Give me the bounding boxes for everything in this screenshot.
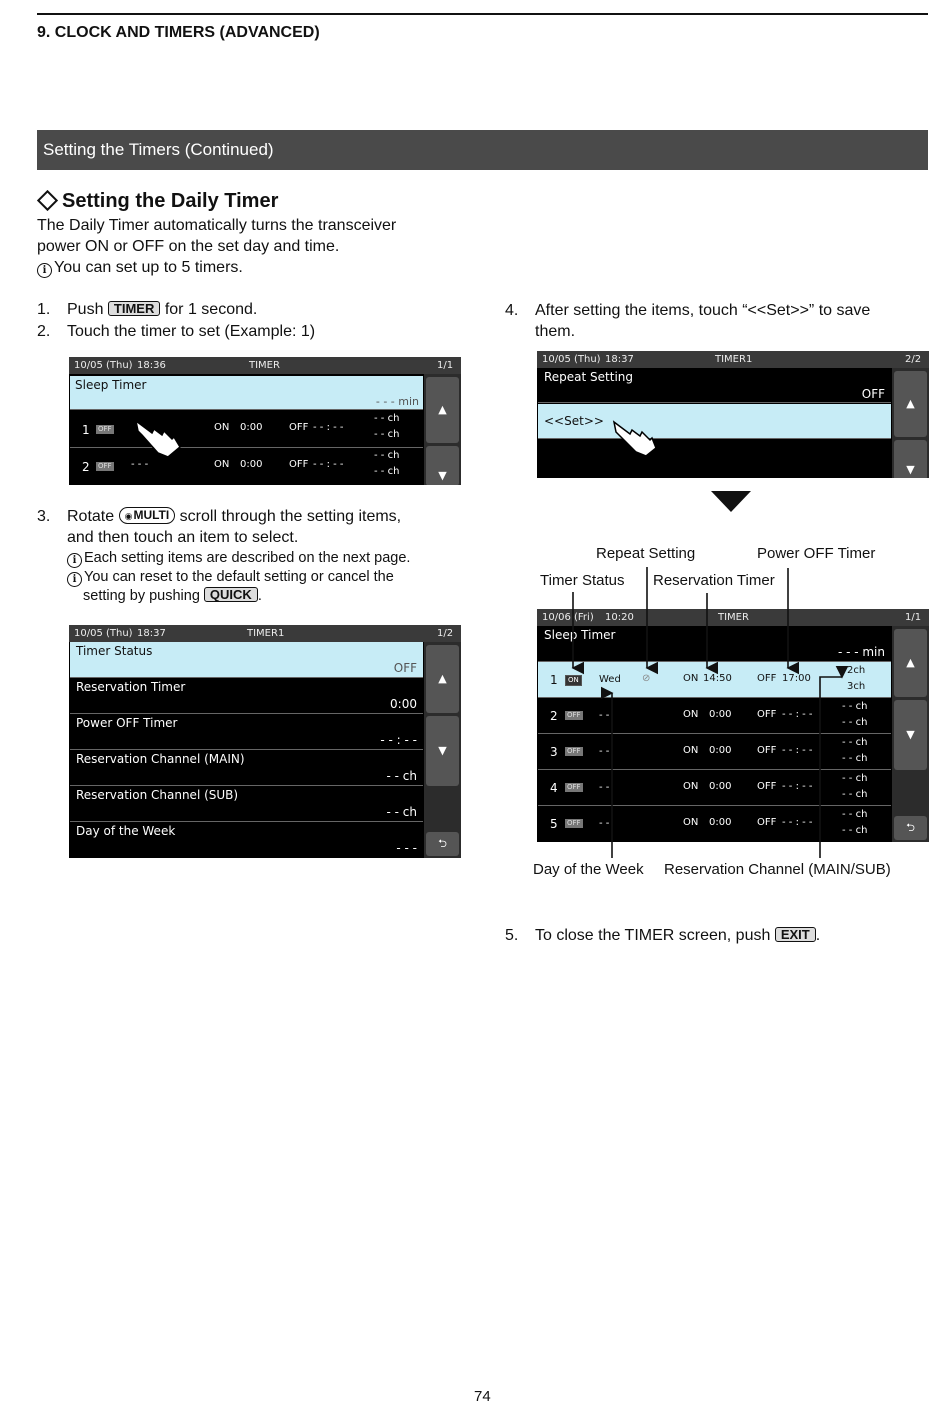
off-time: - - : - -	[782, 745, 813, 756]
info-icon: i	[67, 572, 82, 587]
step-text: Rotate	[67, 508, 115, 525]
on-time: 14:50	[703, 673, 732, 684]
day-of-week: - - -	[131, 459, 149, 470]
screen-page: 1/1	[905, 612, 922, 623]
callout-timer-status: Timer Status	[540, 572, 625, 589]
on-label: ON	[683, 745, 699, 756]
timer-screen-1	[69, 357, 461, 485]
on-label: ON	[214, 459, 230, 470]
page-number: 74	[474, 1388, 491, 1405]
off-label: OFF	[289, 422, 309, 433]
setting-reservation-timer[interactable]	[70, 678, 423, 714]
main-channel: - - ch	[842, 737, 868, 748]
row-number: 1	[82, 423, 90, 437]
step-number: 4.	[505, 302, 519, 319]
sub-channel: - - ch	[842, 753, 868, 764]
screen-page: 1/2	[437, 628, 454, 639]
hand-pointer-icon	[610, 416, 658, 456]
status-badge: OFF	[98, 425, 112, 433]
main-channel: - - ch	[842, 809, 868, 820]
status-badge: OFF	[567, 819, 581, 827]
screen-title: TIMER	[718, 612, 749, 623]
section-banner: Setting the Timers (Continued)	[37, 130, 928, 170]
timer-key: TIMER	[108, 301, 160, 316]
multi-knob: ◉ MULTI	[119, 507, 176, 524]
screen-date: 10/06 (Fri)	[542, 612, 594, 623]
intro-note-text: You can set up to 5 timers.	[54, 259, 243, 276]
row-number: 3	[550, 745, 558, 759]
callout-arrows	[530, 560, 930, 860]
timer-row-1[interactable]	[70, 411, 423, 448]
status-badge: OFF	[567, 711, 581, 719]
timer-row-2[interactable]	[70, 448, 423, 485]
day-of-week: - -	[599, 710, 610, 721]
exit-key: EXIT	[775, 927, 816, 942]
status-badge: ON	[565, 675, 582, 686]
item-value: 0:00	[390, 697, 417, 711]
day-of-week: - -	[599, 746, 610, 757]
row-number: 1	[550, 673, 558, 687]
row-value: - - - min	[837, 645, 885, 659]
item-label: Day of the Week	[76, 824, 176, 838]
scroll-down-button[interactable]: ▼	[426, 446, 459, 485]
sleep-timer-row[interactable]	[70, 376, 423, 410]
step-4	[505, 300, 870, 342]
row-number: 2	[550, 709, 558, 723]
on-time: 0:00	[709, 709, 732, 720]
set-label: <<Set>>	[544, 414, 604, 428]
callout-repeat-setting: Repeat Setting	[596, 545, 696, 562]
scroll-up-button[interactable]: ▲	[426, 377, 459, 443]
callout-power-off-timer: Power OFF Timer	[757, 545, 876, 562]
item-value: - - -	[396, 841, 417, 855]
callout-day-of-week: Day of the Week	[533, 861, 644, 878]
step-text: them.	[535, 323, 576, 340]
day-of-week: - -	[599, 782, 610, 793]
sub-channel: - - ch	[842, 717, 868, 728]
down-triangle-icon	[711, 491, 751, 513]
item-label: Reservation Timer	[76, 680, 186, 694]
on-label: ON	[683, 673, 699, 684]
scroll-up-button[interactable]: ▲	[894, 629, 927, 697]
note-text: .	[257, 588, 262, 604]
screen-title: TIMER1	[715, 354, 753, 365]
on-time: 0:00	[240, 459, 263, 470]
off-label: OFF	[757, 709, 777, 720]
note-text: You can reset to the default setting or cancel the	[84, 569, 394, 585]
step-number: 1.	[37, 301, 51, 318]
intro-line-1: The Daily Timer automatically turns the transceiver	[37, 217, 397, 234]
row-label: Sleep Timer	[75, 378, 147, 392]
off-time: 17:00	[782, 673, 811, 684]
quick-key: QUICK	[204, 587, 258, 602]
section-heading	[37, 190, 278, 213]
screen-date: 10/05 (Thu)	[74, 360, 133, 371]
off-time: - - : - -	[782, 817, 813, 828]
off-label: OFF	[289, 459, 309, 470]
screen-time: 18:37	[137, 628, 166, 639]
setting-reservation-channel-main[interactable]	[70, 750, 423, 786]
scroll-up-button[interactable]: ▲	[894, 371, 927, 437]
scroll-down-button[interactable]: ▼	[894, 440, 927, 478]
scroll-side-panel	[424, 374, 461, 485]
section-title: Setting the Daily Timer	[62, 190, 279, 212]
on-time: 0:00	[709, 745, 732, 756]
back-button[interactable]	[426, 832, 459, 856]
screen-date: 10/05 (Thu)	[74, 628, 133, 639]
step-number: 5.	[505, 927, 519, 944]
info-icon: i	[67, 553, 82, 568]
item-label: Power OFF Timer	[76, 716, 178, 730]
screen-date: 10/05 (Thu)	[542, 354, 601, 365]
screen-time: 18:37	[605, 354, 634, 365]
screen-time: 18:36	[137, 360, 166, 371]
step-3-notes	[67, 549, 410, 606]
timer1-screen	[69, 625, 461, 858]
off-time: - - : - -	[782, 709, 813, 720]
screen-title: TIMER1	[247, 628, 285, 639]
screen-time: 10:20	[605, 612, 634, 623]
step-2	[37, 321, 315, 342]
on-label: ON	[683, 817, 699, 828]
row-number: 2	[82, 460, 90, 474]
step-text: and then touch an item to select.	[67, 529, 299, 546]
callout-reservation-channel: Reservation Channel (MAIN/SUB)	[664, 861, 891, 878]
screen-page: 1/1	[437, 360, 454, 371]
main-channel: - - ch	[374, 450, 400, 461]
info-icon: i	[37, 263, 52, 278]
item-label: Reservation Channel (SUB)	[76, 788, 239, 802]
row-value: - - - min	[375, 395, 419, 408]
repeat-icon: ⊘	[642, 673, 651, 684]
timer1-page2-screen	[537, 351, 929, 478]
main-channel: - - ch	[842, 773, 868, 784]
row-number: 4	[550, 781, 558, 795]
item-value: - - : - -	[380, 733, 417, 747]
step-1	[37, 299, 257, 320]
step-text: for 1 second.	[164, 301, 258, 318]
row-number: 5	[550, 817, 558, 831]
scroll-down-button[interactable]: ▼	[894, 700, 927, 770]
note-text: Each setting items are described on the next page.	[84, 550, 411, 566]
step-text: scroll through the setting items,	[179, 508, 402, 525]
note-1	[67, 549, 410, 568]
item-label: Reservation Channel (MAIN)	[76, 752, 245, 766]
status-badge: OFF	[567, 747, 581, 755]
on-time: 0:00	[709, 781, 732, 792]
off-label: OFF	[757, 745, 777, 756]
item-label: Timer Status	[76, 644, 153, 658]
step-text: To close the TIMER screen, push	[535, 927, 771, 944]
step-5	[505, 925, 820, 946]
step-text: .	[815, 927, 821, 944]
return-arrow-icon: ⮌	[906, 821, 915, 834]
main-channel: 2ch	[847, 665, 866, 676]
step-3	[37, 506, 401, 548]
scroll-side-panel	[424, 642, 461, 858]
item-value: - - ch	[386, 805, 417, 819]
note-2	[67, 568, 410, 587]
item-label: Repeat Setting	[544, 370, 634, 384]
setting-reservation-channel-sub[interactable]	[70, 786, 423, 822]
on-label: ON	[683, 709, 699, 720]
sub-channel: - - ch	[842, 789, 868, 800]
screen-page: 2/2	[905, 354, 922, 365]
sub-channel: - - ch	[374, 466, 400, 477]
off-label: OFF	[757, 817, 777, 828]
intro	[37, 215, 396, 278]
sub-channel: - - ch	[374, 429, 400, 440]
screen-title: TIMER	[249, 360, 280, 371]
off-time: - - : - -	[313, 422, 344, 433]
scroll-side-panel	[892, 368, 929, 478]
day-of-week: Wed	[599, 674, 621, 685]
item-value: - - ch	[386, 769, 417, 783]
setting-power-off-timer[interactable]	[70, 714, 423, 750]
step-number: 3.	[37, 508, 51, 525]
on-time: 0:00	[240, 422, 263, 433]
step-number: 2.	[37, 323, 51, 340]
step-text: Touch the timer to set (Example: 1)	[67, 323, 316, 340]
main-channel: - - ch	[374, 413, 400, 424]
status-badge: OFF	[567, 783, 581, 791]
note-2-cont	[67, 587, 410, 606]
screen-header	[537, 351, 929, 368]
day-of-week: - -	[599, 818, 610, 829]
step-text: After setting the items, touch “<<Set>>” to save	[535, 302, 871, 319]
on-label: ON	[214, 422, 230, 433]
on-time: 0:00	[709, 817, 732, 828]
scroll-down-button[interactable]: ▼	[426, 716, 459, 786]
return-arrow-icon: ⮌	[438, 837, 447, 850]
off-label: OFF	[757, 781, 777, 792]
sub-channel: - - ch	[842, 825, 868, 836]
scroll-up-button[interactable]: ▲	[426, 645, 459, 713]
top-rule	[37, 13, 928, 15]
intro-line-2: power ON or OFF on the set day and time.	[37, 238, 340, 255]
main-channel: - - ch	[842, 701, 868, 712]
callout-reservation-timer: Reservation Timer	[653, 572, 775, 589]
repeat-setting-row[interactable]	[538, 368, 891, 403]
off-label: OFF	[757, 673, 777, 684]
intro-note	[37, 257, 396, 278]
chapter-title: 9. CLOCK AND TIMERS (ADVANCED)	[37, 24, 320, 41]
off-time: - - : - -	[782, 781, 813, 792]
setting-timer-status[interactable]	[70, 642, 423, 678]
setting-day-of-week[interactable]	[70, 822, 423, 858]
on-label: ON	[683, 781, 699, 792]
diamond-icon	[37, 190, 58, 211]
step-text: Push	[67, 301, 104, 318]
item-value: OFF	[861, 387, 885, 401]
row-label: Sleep Timer	[544, 628, 616, 642]
item-value: OFF	[393, 661, 417, 675]
sub-channel: 3ch	[847, 681, 866, 692]
status-badge: OFF	[98, 462, 112, 470]
off-time: - - : - -	[313, 459, 344, 470]
note-text: setting by pushing	[83, 588, 200, 604]
set-button[interactable]	[538, 404, 891, 439]
screen-header	[69, 357, 461, 374]
screen-header	[69, 625, 461, 642]
